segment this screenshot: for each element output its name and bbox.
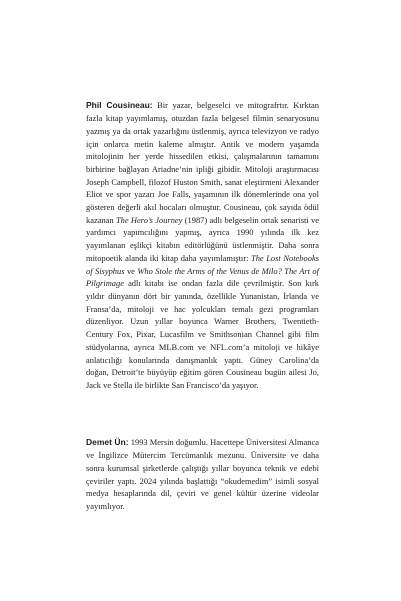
bio-phil-cousineau [86,99,319,391]
bio-text: adlı kitabı ise ondan fazla dile çevrilmiştir. Son kırk yıldır dünyanın dört bir yanında, özellikle Yunanistan, İrlanda ve Fransa’da, mitoloji ve hac yolcukları temalı gezi programları düzenliyor. Uzun yıllar boyunca Warner Brothers, Twentieth-Century Fox, Pixar, Lucasfilm ve Smithsonian Channel gibi film stüdyolarına, ayrıca MLB.com ve NFL.com’a mitoloji ve hikâye anlatıcılığı konularında danışmanlık yaptı. Güney Carolina’da doğan, Detroit’te büyüyüp eğitim gören Cousineau bugün ailesi Jo, Jack ve Stella ile birlikte San Francisco’da yaşıyor. [86,278,319,390]
book-title: Who Stole the Arms of the Venus de Milo? The Art of Pilgrimage [86,265,319,289]
bio-text: (1987) adlı belgeselin ortak senaristi ve yardımcı yapımcılığını yapmış, ayrıca 1990 yılında ilk kez yayımlanan eşlikçi kitabın editörlüğünü üstlenmiştir. Daha sonra mitopoetik alanda iki kitap daha yayımlamıştır: [86,214,319,263]
bio-name: Phil Cousineau: [86,100,153,111]
bio-text: 1993 Mersin doğumlu. Hacettepe Üniversitesi Almanca ve İngilizce Mütercim Tercümanlık mezunu. Üniversite ve daha sonra kurumsal şirketlerde çalıştığı yıllar boyunca teknik ve edebi çeviriler yaptı. 2024 yılında başlattığı “okudemedim” isimli sosyal medya hesaplarında dil, çeviri ve genel kültür üzerine videolar yayımlıyor. [86,437,319,511]
bio-demet-un [86,436,319,512]
bio-name: Demet Ün: [86,437,129,448]
book-title: The Lost Notebooks of Sisyphus [86,252,319,276]
bio-text: Bir yazar, belgeselci ve mitografrtır. Kırktan fazla kitap yayımlamış, otuzdan fazla belgesel filmin senaryosunu yazmış ya da ortak yazarlığını üstlenmiş, ayrıca televizyon ve radyo için onlarca metin kaleme almıştır. Antik ve modern yaşamda mitolojinin her yerde hissedilen etkisi, çalışmalarının tamamını birbirine bağlayan Ariadne’nin ipliği gibidir. Mitoloji araştırmacısı Joseph Campbell, filozof Huston Smith, sanat eleştirmeni Alexander Eliot ve spor yazarı Joe Falls, yaşamının ilk dönemlerinde ona yol gösteren değerli akıl hocaları olmuştur. Cousineau, çok sayıda ödül kazanan [86,100,319,225]
book-title: The Hero’s Journey [115,214,183,225]
bio-text: ve [124,265,138,276]
